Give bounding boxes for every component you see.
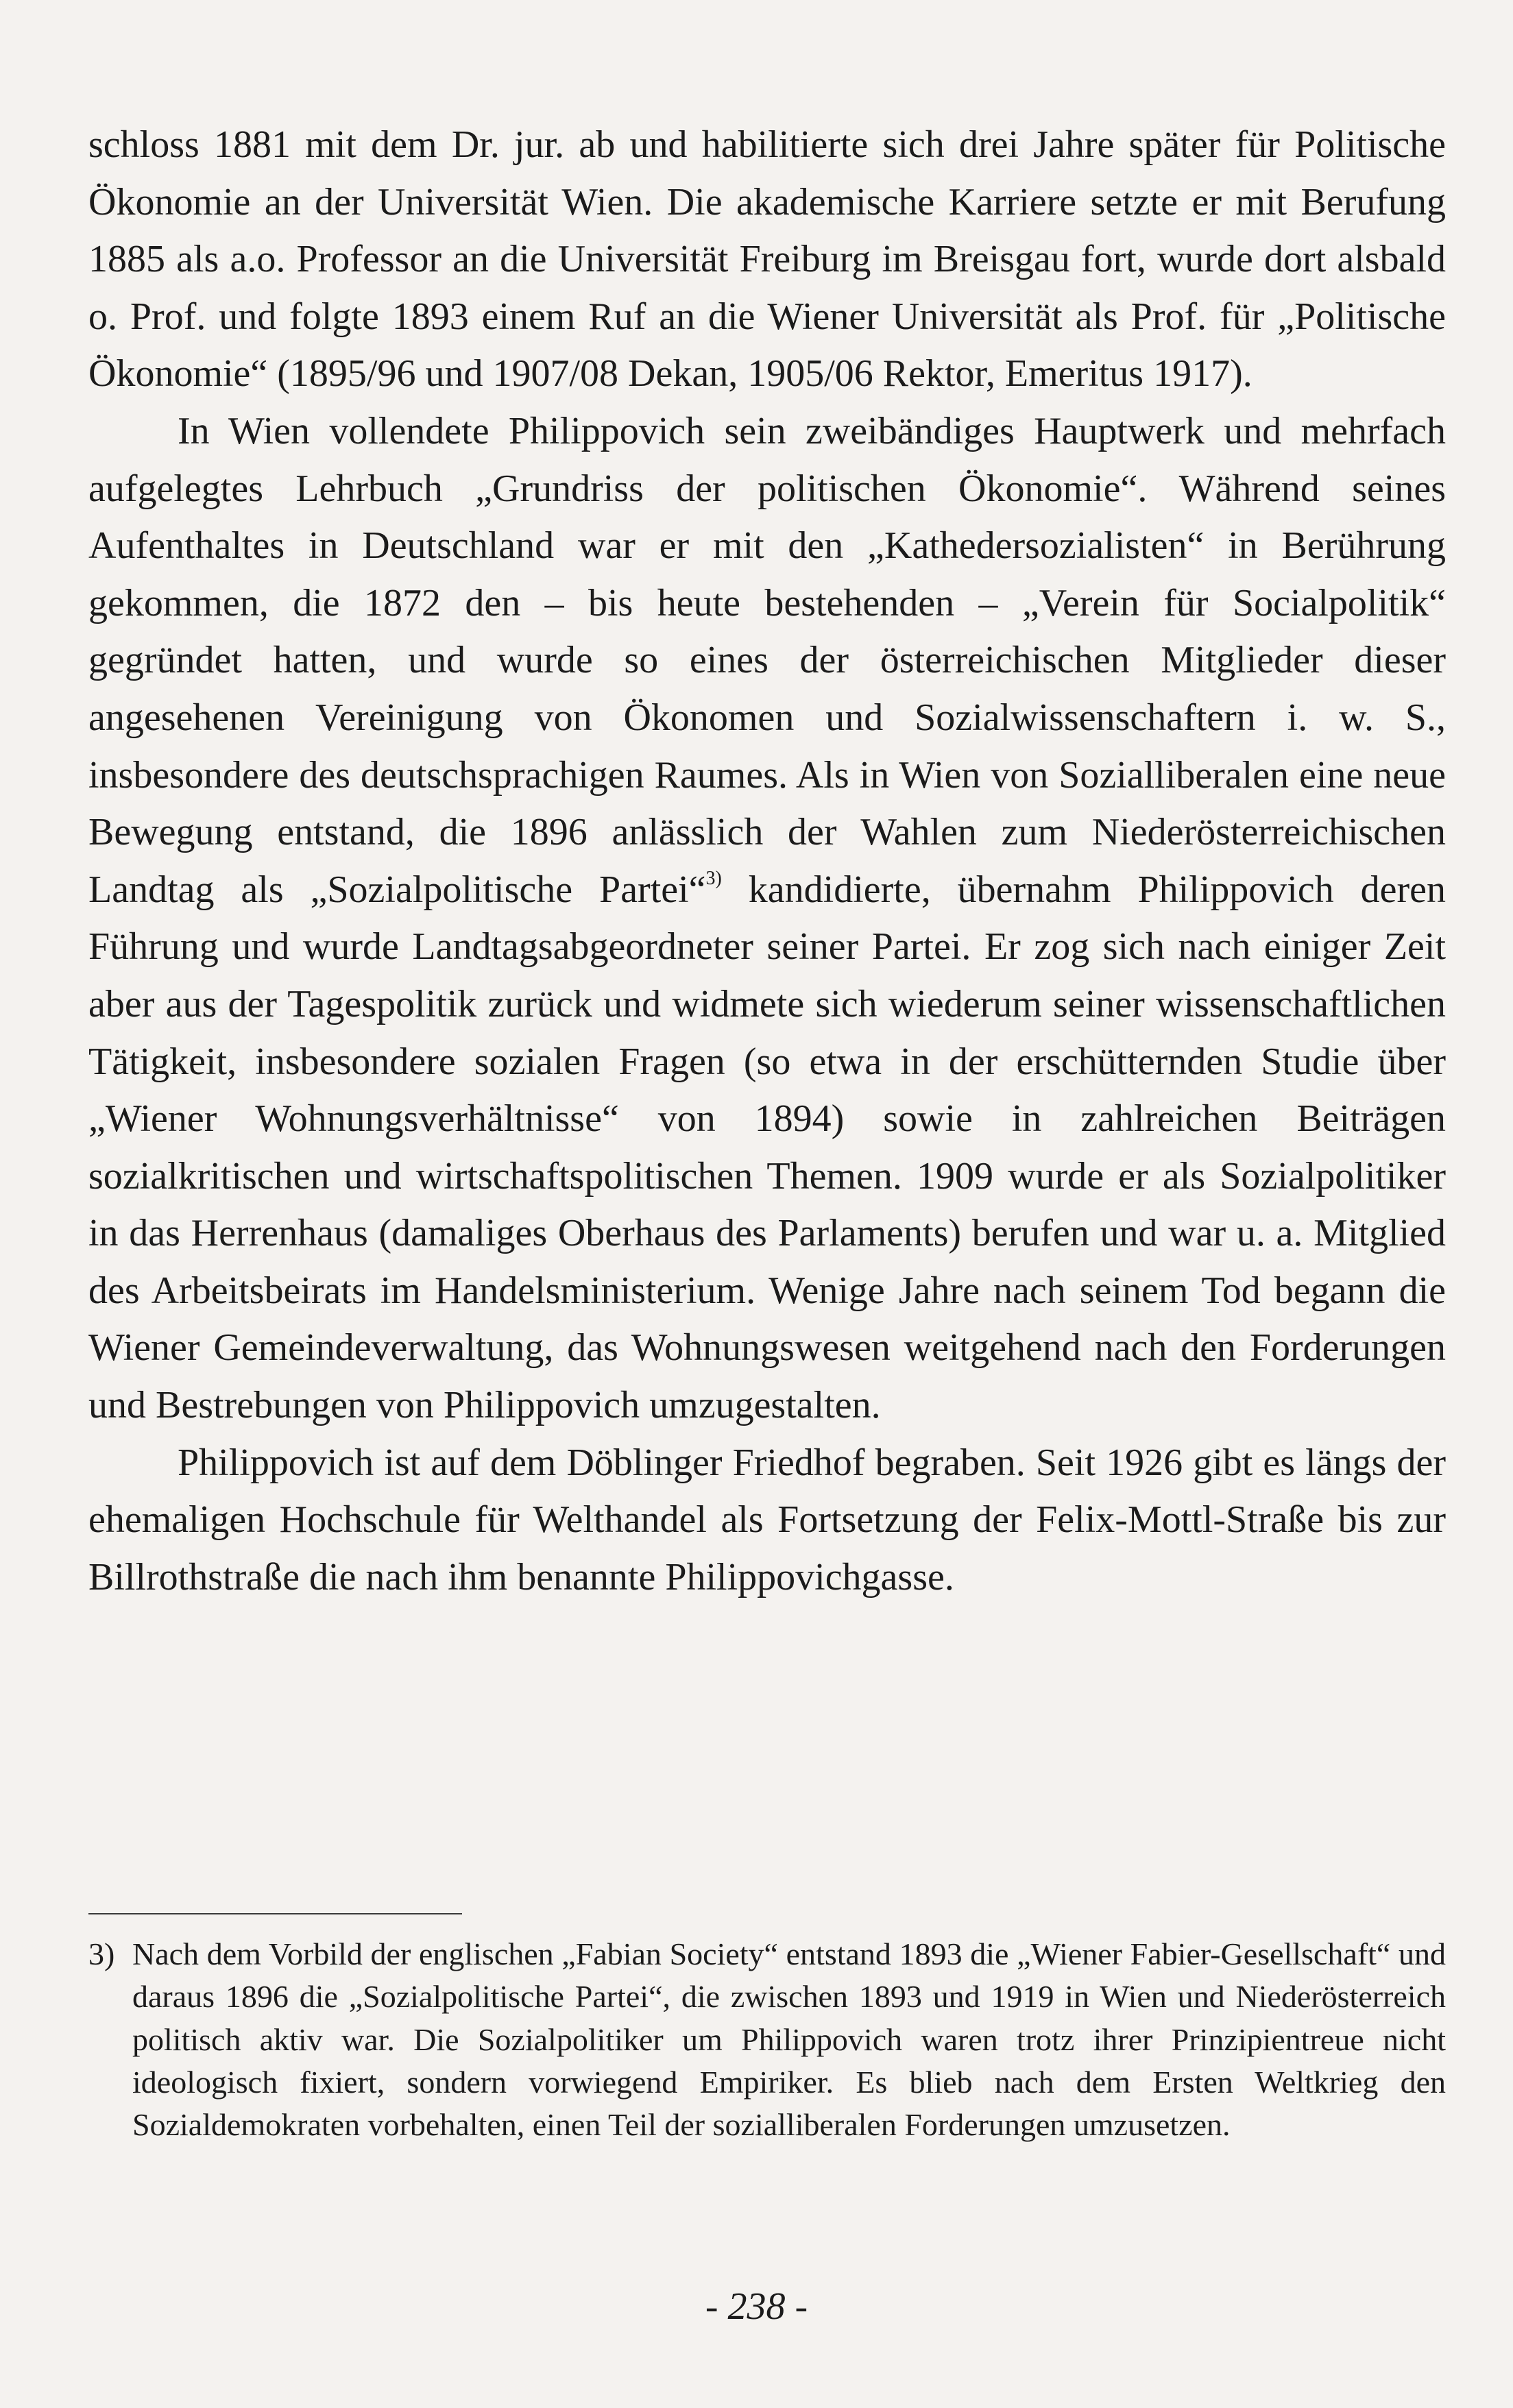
paragraph-1: schloss 1881 mit dem Dr. jur. ab und habilitierte sich drei Jahre später für Politische Ökonomie an der Universität Wien. Die akademische Karriere setzte er mit Berufung 1885 als a.o. Professor an die Universität Freiburg im Breisgau fort, wurde dort alsbald o. Prof. und folgte 1893 einem Ruf an die Wiener Universität als Prof. für „Politische Ökonomie“ (1895/96 und 1907/08 Dekan, 1905/06 Rektor, Emeritus 1917). <box>88 123 1446 396</box>
footnote-text: Nach dem Vorbild der englischen „Fabian Society“ entstand 1893 die „Wiener Fabier-Gesellschaft“ und daraus 1896 die „Sozialpolitische Partei“, die zwischen 1893 und 1919 in Wien und Niederösterreich politisch aktiv war. Die Sozialpolitiker um Philippovich waren trotz ihrer Prinzipientreue nicht ideologisch fixiert, sondern vorwiegend Empiriker. Es blieb nach dem Ersten Weltkrieg den Sozialdemokraten vorbehalten, einen Teil der sozialliberalen Forderungen umzusetzen. <box>132 1936 1446 2143</box>
page-number: - 238 - <box>705 2285 808 2328</box>
paragraph-2-continuation: kandidierte, übernahm Philippovich deren Führung und wurde Landtagsabgeordneter seiner Partei. Er zog sich nach einiger Zeit aber aus der Tagespolitik zurück und widmete sich wiederum seiner wissenschaftlichen Tätigkeit, insbesondere sozialen Fragen (so etwa in der erschütternden Studie über „Wiener Wohnungsverhältnisse“ von 1894) sowie in zahlreichen Beiträgen sozialkritischen und wirtschaftspolitischen Themen. 1909 wurde er als Sozialpolitiker in das Herrenhaus (damaliges Oberhaus des Parlaments) berufen und war u. a. Mitglied des Arbeitsbeirats im Handelsministerium. Wenige Jahre nach seinem Tod begann die Wiener Gemeindeverwaltung, das Wohnungswesen weitgehend nach den Forderungen und Bestrebungen von Philippovich umzugestalten. <box>88 868 1446 1427</box>
footnote-divider <box>88 1913 462 1914</box>
footnote <box>88 1933 1446 2146</box>
paragraph-2 <box>88 403 1446 1435</box>
paragraph-3: Philippovich ist auf dem Döblinger Friedhof begraben. Seit 1926 gibt es längs der ehemaligen Hochschule für Welthandel als Fortsetzung der Felix-Mottl-Straße bis zur Billrothstraße die nach ihm benannte Philippovichgasse. <box>88 1441 1446 1598</box>
footnote-number: 3) <box>88 1936 115 1971</box>
footnote-reference: 3) <box>705 868 722 890</box>
paragraph-2-text: In Wien vollendete Philippovich sein zweibändiges Hauptwerk und mehrfach aufgelegtes Lehrbuch „Grundriss der politischen Ökonomie“. Während seines Aufenthaltes in Deutschland war er mit den „Kathedersozialisten“ in Berührung gekommen, die 1872 den – bis heute bestehenden – „Verein für Socialpolitik“ gegründet hatten, und wurde so eines der österreichischen Mitglieder dieser angesehenen Vereinigung von Ökonomen und Sozialwissenschaftern i. w. S., insbesondere des deutschsprachigen Raumes. Als in Wien von Sozialliberalen eine neue Bewegung entstand, die 1896 anlässlich der Wahlen zum Niederösterreichischen Landtag als „Sozialpolitische Partei“ <box>88 409 1446 911</box>
main-text <box>88 117 1446 1606</box>
